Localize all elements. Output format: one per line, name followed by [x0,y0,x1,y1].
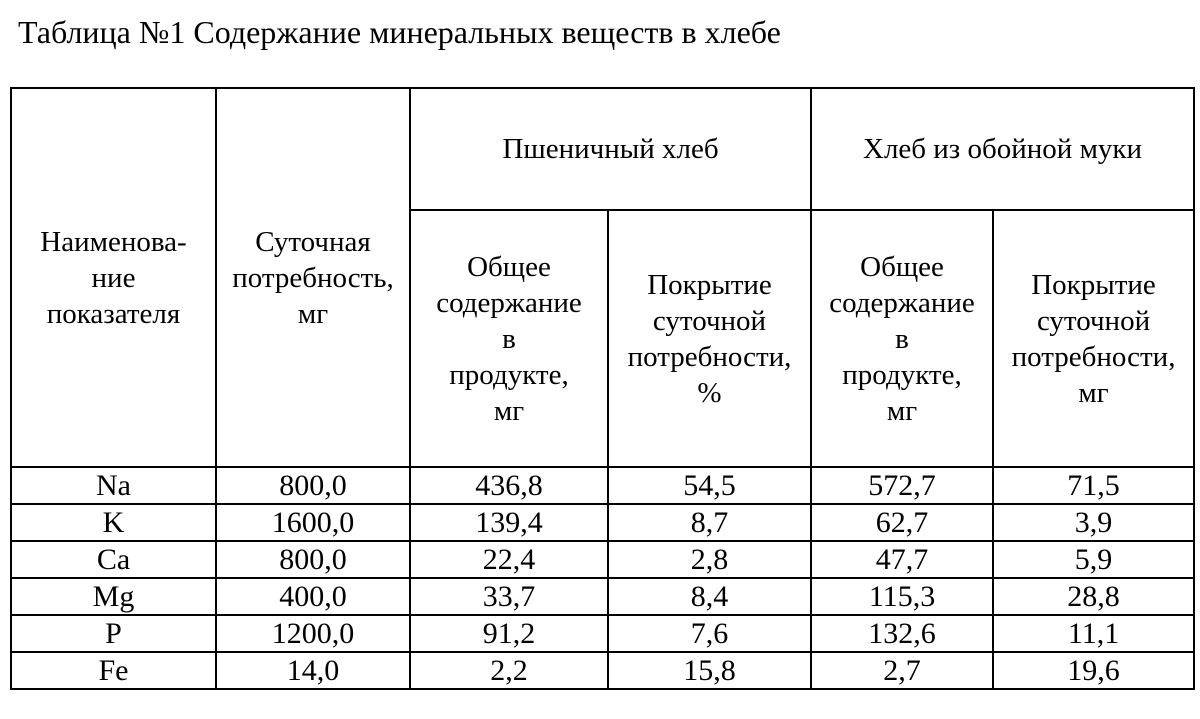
cell-wholemeal-coverage: 71,5 [993,467,1194,504]
table-row [11,541,1194,578]
cell-wholemeal-coverage: 28,8 [993,578,1194,615]
cell-wholemeal-coverage: 5,9 [993,541,1194,578]
cell-wholemeal-content: 2,7 [811,652,993,689]
header-wheat-content-line: продукте, [449,358,569,391]
cell-daily-need: 1600,0 [216,504,410,541]
cell-indicator: Na [11,467,216,504]
cell-daily-need: 14,0 [216,652,410,689]
header-wholemeal-content [811,210,993,467]
header-wheat-content-line: мг [493,394,525,427]
header-wheat-coverage-line: суточной [652,304,767,337]
header-group-wheat: Пшеничный хлеб [410,88,811,210]
cell-wheat-content: 22,4 [410,541,608,578]
header-wholemeal-coverage-line: суточной [1036,304,1151,337]
cell-wholemeal-content: 62,7 [811,504,993,541]
cell-wheat-content: 139,4 [410,504,608,541]
header-daily-line: Суточная [255,225,371,258]
header-group-row [11,88,1194,210]
table-caption: Таблица №1 Содержание минеральных веществ в хлебе [18,14,781,50]
cell-wheat-content: 436,8 [410,467,608,504]
cell-wheat-coverage: 7,6 [608,615,811,652]
header-wholemeal-coverage [993,210,1194,467]
table-row [11,467,1194,504]
table-row [11,504,1194,541]
header-wholemeal-content-line: Общее [860,250,944,283]
cell-wholemeal-content: 132,6 [811,615,993,652]
header-wheat-content-line: Общее [467,250,551,283]
cell-wheat-content: 91,2 [410,615,608,652]
header-daily-cell [216,88,410,467]
cell-wholemeal-coverage: 3,9 [993,504,1194,541]
header-wheat-content-line: содержание [436,286,582,319]
header-wheat-coverage-line: % [697,376,722,409]
header-wholemeal-coverage-line: Покрытие [1031,268,1156,301]
header-wheat-content-line: в [502,322,516,355]
header-name-line: Наименова- [40,225,187,258]
cell-wheat-coverage: 15,8 [608,652,811,689]
table-row [11,652,1194,689]
table-row [11,578,1194,615]
header-wholemeal-content-line: содержание [829,286,975,319]
table-row [11,615,1194,652]
cell-indicator: Fe [11,652,216,689]
header-daily-line: потребность, [232,261,394,294]
header-wheat-content [410,210,608,467]
cell-wholemeal-coverage: 19,6 [993,652,1194,689]
cell-wheat-content: 2,2 [410,652,608,689]
header-name-line: показателя [46,297,181,330]
header-wholemeal-content-line: продукте, [842,358,962,391]
cell-wheat-coverage: 54,5 [608,467,811,504]
cell-daily-need: 400,0 [216,578,410,615]
cell-wholemeal-content: 115,3 [811,578,993,615]
header-wheat-coverage-line: Покрытие [647,268,772,301]
cell-daily-need: 800,0 [216,541,410,578]
cell-daily-need: 1200,0 [216,615,410,652]
cell-wheat-coverage: 8,7 [608,504,811,541]
header-wholemeal-coverage-line: потребности, [1011,340,1176,373]
header-wholemeal-content-line: в [895,322,909,355]
header-daily-line: мг [297,297,329,330]
cell-indicator: P [11,615,216,652]
minerals-table [10,87,1195,690]
cell-wholemeal-content: 572,7 [811,467,993,504]
cell-indicator: Ca [11,541,216,578]
header-group-wholemeal: Хлеб из обойной муки [811,88,1194,210]
header-wheat-coverage-line: потребности, [627,340,792,373]
cell-wheat-coverage: 2,8 [608,541,811,578]
cell-daily-need: 800,0 [216,467,410,504]
header-name-cell [11,88,216,467]
cell-indicator: Mg [11,578,216,615]
cell-indicator: K [11,504,216,541]
cell-wholemeal-content: 47,7 [811,541,993,578]
cell-wheat-coverage: 8,4 [608,578,811,615]
header-wheat-coverage [608,210,811,467]
cell-wholemeal-coverage: 11,1 [993,615,1194,652]
header-wholemeal-coverage-line: мг [1078,376,1109,409]
cell-wheat-content: 33,7 [410,578,608,615]
header-name-line: ние [91,261,136,294]
header-wholemeal-content-line: мг [886,394,918,427]
